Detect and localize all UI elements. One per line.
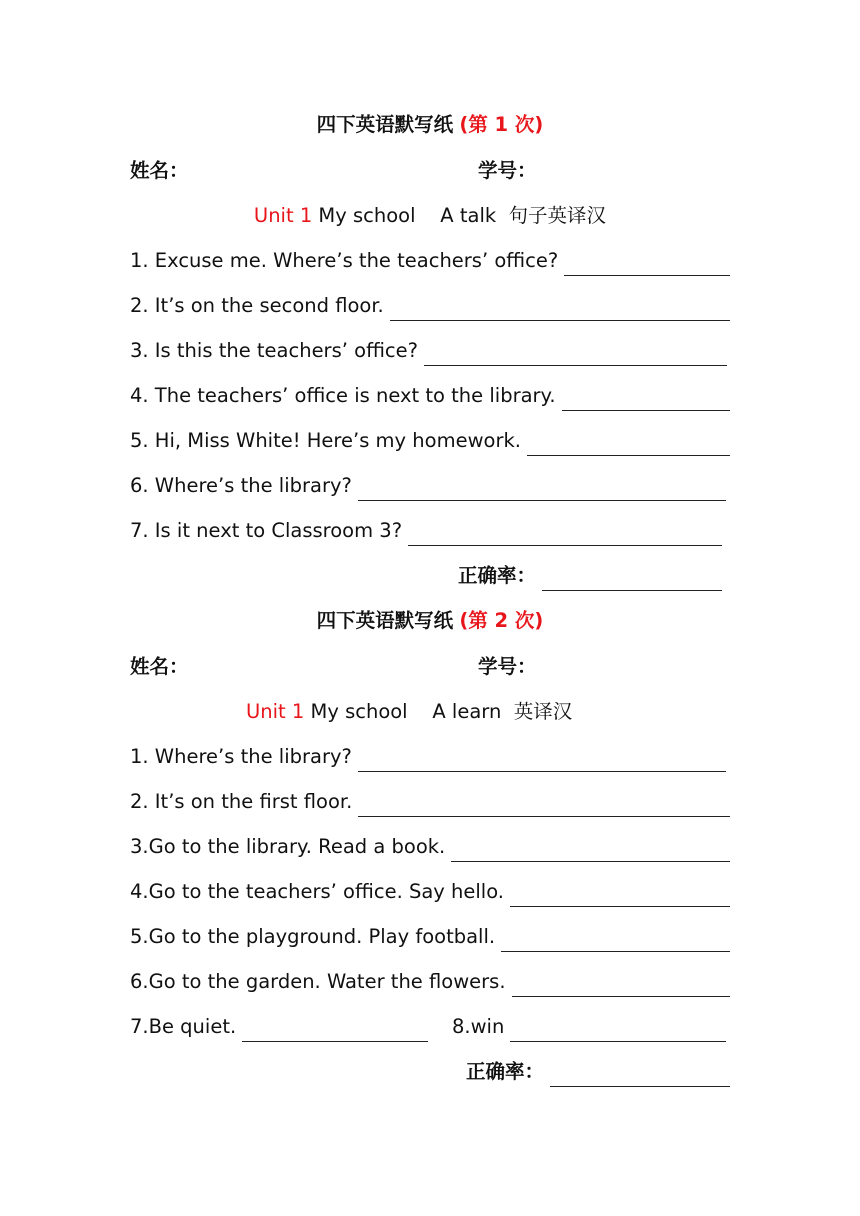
- sheet2-title-text: 四下英语默写纸: [316, 609, 454, 632]
- sheet1-item-2: [130, 291, 730, 321]
- sheet2-item-text: 2. It’s on the first floor.: [130, 790, 353, 813]
- answer-blank[interactable]: [408, 523, 722, 546]
- sheet1-unit-prefix: Unit 1: [253, 204, 313, 227]
- sheet2-item-7: [130, 1012, 428, 1042]
- accuracy-blank[interactable]: [542, 568, 722, 591]
- sheet2-title: [130, 606, 730, 636]
- sheet1-item-text: 2. It’s on the second floor.: [130, 294, 384, 317]
- answer-blank[interactable]: [510, 884, 730, 907]
- sheet2-item-3: [130, 832, 730, 862]
- answer-blank[interactable]: [424, 343, 727, 366]
- sheet2-item-text: 8.win: [452, 1015, 505, 1038]
- sheet2-unit-rest: My school A learn 英译汉: [304, 700, 573, 723]
- sheet2-name-row: [130, 652, 730, 682]
- sheet2-item-4: [130, 877, 730, 907]
- sheet1-item-text: 7. Is it next to Classroom 3?: [130, 519, 403, 542]
- sheet1-accuracy: [458, 561, 722, 591]
- sheet1-item-text: 6. Where’s the library?: [130, 474, 352, 497]
- sheet1-round: (第 1 次): [459, 113, 544, 136]
- answer-blank[interactable]: [451, 839, 730, 862]
- sheet1-name-row: [130, 156, 730, 186]
- sheet2-unit-prefix: Unit 1: [246, 700, 305, 723]
- sheet2-accuracy: [466, 1057, 730, 1087]
- answer-blank[interactable]: [510, 1019, 726, 1042]
- sheet1-item-6: [130, 471, 726, 501]
- sheet1-item-text: 1. Excuse me. Where’s the teachers’ office?: [130, 249, 559, 272]
- sheet1-item-4: [130, 381, 730, 411]
- answer-blank[interactable]: [358, 749, 726, 772]
- sheet1-id-label: 学号：: [478, 159, 537, 182]
- sheet1-item-1: [130, 246, 730, 276]
- sheet2-accuracy-label: 正确率：: [466, 1060, 545, 1083]
- answer-blank[interactable]: [358, 478, 726, 501]
- sheet2-item-text: 7.Be quiet.: [130, 1015, 237, 1038]
- sheet1-item-text: 5. Hi, Miss White! Here’s my homework.: [130, 429, 521, 452]
- sheet2-item-1: [130, 742, 726, 772]
- sheet2-name-label: 姓名：: [130, 655, 189, 678]
- sheet2-item-8: [452, 1012, 726, 1042]
- sheet1-item-text: 4. The teachers’ office is next to the library.: [130, 384, 556, 407]
- sheet2-unit-heading: [246, 697, 726, 727]
- answer-blank[interactable]: [358, 794, 730, 817]
- answer-blank[interactable]: [390, 298, 730, 321]
- sheet1-accuracy-label: 正确率：: [458, 564, 537, 587]
- sheet1-item-7: [130, 516, 722, 546]
- sheet1-unit-rest: My school A talk 句子英译汉: [312, 204, 607, 227]
- answer-blank[interactable]: [564, 253, 730, 276]
- sheet2-item-text: 6.Go to the garden. Water the flowers.: [130, 970, 506, 993]
- accuracy-blank[interactable]: [550, 1064, 730, 1087]
- sheet2-item-2: [130, 787, 730, 817]
- sheet1-unit-heading: [130, 201, 730, 231]
- answer-blank[interactable]: [562, 388, 730, 411]
- sheet2-item-text: 3.Go to the library. Read a book.: [130, 835, 446, 858]
- sheet2-item-6: [130, 967, 730, 997]
- sheet1-title: [130, 110, 730, 140]
- sheet2-round: (第 2 次): [459, 609, 544, 632]
- sheet2-item-text: 1. Where’s the library?: [130, 745, 352, 768]
- answer-blank[interactable]: [501, 929, 730, 952]
- sheet2-item-5: [130, 922, 730, 952]
- answer-blank[interactable]: [527, 433, 730, 456]
- sheet2-item-text: 4.Go to the teachers’ office. Say hello.: [130, 880, 505, 903]
- answer-blank[interactable]: [242, 1019, 428, 1042]
- sheet1-item-5: [130, 426, 730, 456]
- sheet1-title-text: 四下英语默写纸: [316, 113, 454, 136]
- sheet2-id-label: 学号：: [478, 655, 537, 678]
- sheet2-item-text: 5.Go to the playground. Play football.: [130, 925, 496, 948]
- sheet1-item-3: [130, 336, 727, 366]
- answer-blank[interactable]: [512, 974, 730, 997]
- sheet1-item-text: 3. Is this the teachers’ office?: [130, 339, 418, 362]
- sheet1-name-label: 姓名：: [130, 159, 189, 182]
